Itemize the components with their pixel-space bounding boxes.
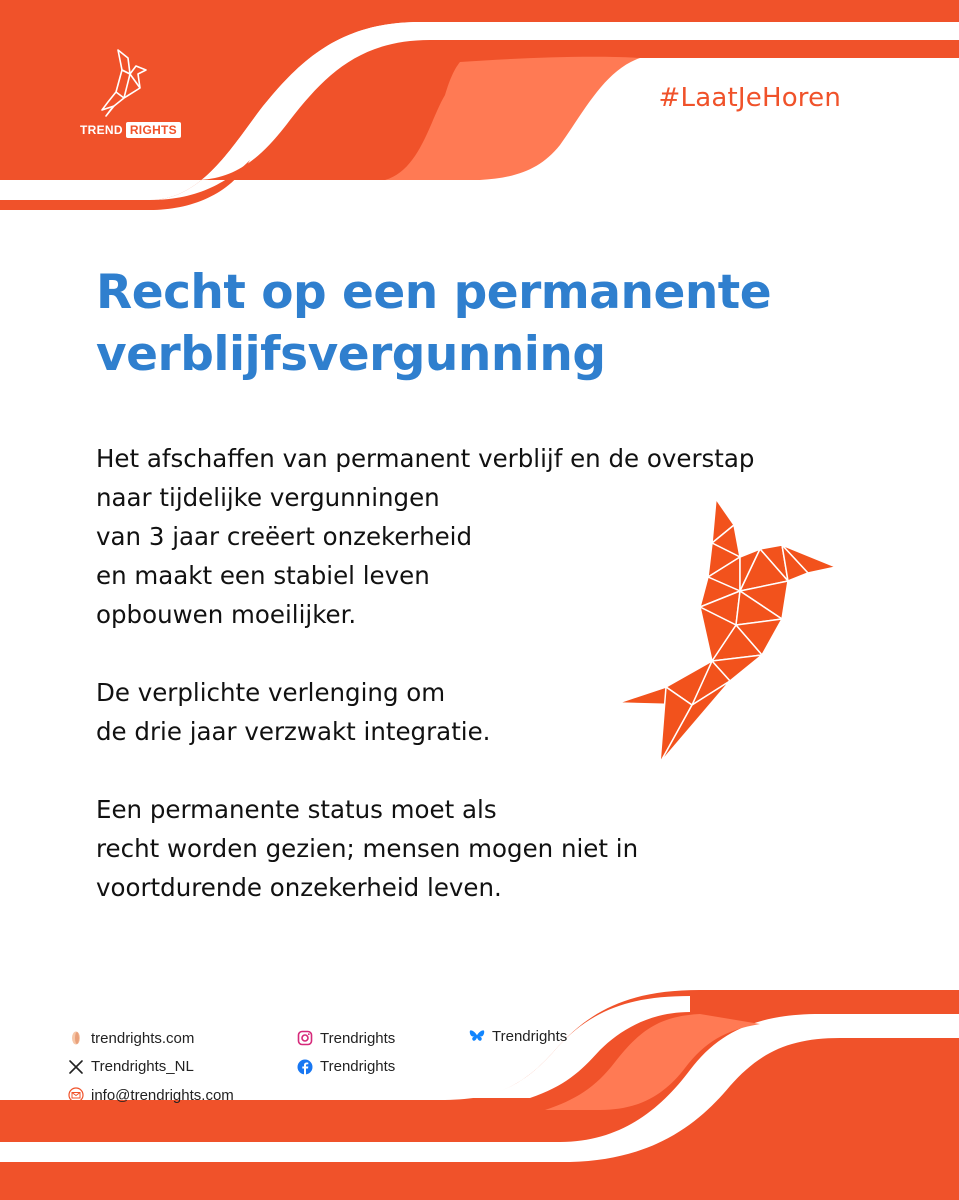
logo-wordmark (80, 122, 181, 138)
x-icon (68, 1059, 84, 1075)
bluesky-text: Trendrights (492, 1027, 568, 1045)
text-line: de drie jaar verzwakt integratie. (96, 717, 491, 746)
text-line: De verplichte verlenging om (96, 678, 446, 707)
trendrights-logo (78, 48, 177, 144)
bluesky-link[interactable] (469, 1026, 567, 1046)
instagram-link[interactable] (297, 1028, 395, 1048)
title-line-1: Recht op een permanente (96, 265, 772, 320)
mail-icon (68, 1087, 84, 1103)
facebook-link[interactable] (297, 1057, 395, 1077)
x-text: Trendrights_NL (91, 1058, 194, 1075)
footer-contacts-left (68, 1028, 234, 1114)
text-line: voortdurende onzekerheid leven. (96, 873, 502, 902)
instagram-icon (297, 1030, 313, 1046)
bluesky-icon (469, 1028, 485, 1044)
x-link[interactable] (68, 1057, 234, 1077)
facebook-text: Trendrights (320, 1058, 396, 1075)
facebook-icon (297, 1059, 313, 1075)
website-link[interactable] (68, 1028, 234, 1048)
text-line: opbouwen moeilijker. (96, 600, 357, 629)
logo-bird-icon (94, 48, 152, 118)
text-line: recht worden gezien; mensen mogen niet in (96, 834, 639, 863)
text-line: Een permanente status moet als (96, 795, 497, 824)
hashtag: #LaatJeHoren (658, 83, 841, 113)
title-line-2: verblijfsvergunning (96, 327, 606, 382)
email-text: info@trendrights.com (91, 1086, 234, 1104)
text-line: naar tijdelijke vergunningen (96, 483, 440, 512)
text-line: en maakt een stabiel leven (96, 561, 430, 590)
email-link[interactable] (68, 1085, 234, 1105)
instagram-text: Trendrights (320, 1029, 396, 1047)
paragraph-3 (96, 790, 856, 907)
logo-word-trend: TREND (80, 123, 123, 137)
page-title (96, 262, 876, 386)
text-line: Het afschaffen van permanent verblijf en de overstap (96, 444, 755, 473)
origami-bird-illustration (612, 495, 838, 767)
globe-icon (68, 1030, 84, 1046)
website-text: trendrights.com (91, 1029, 195, 1047)
logo-word-rights: RIGHTS (126, 122, 181, 138)
text-line: van 3 jaar creëert onzekerheid (96, 522, 473, 551)
footer-contacts-middle (297, 1028, 395, 1085)
footer-contacts-right (469, 1026, 567, 1055)
